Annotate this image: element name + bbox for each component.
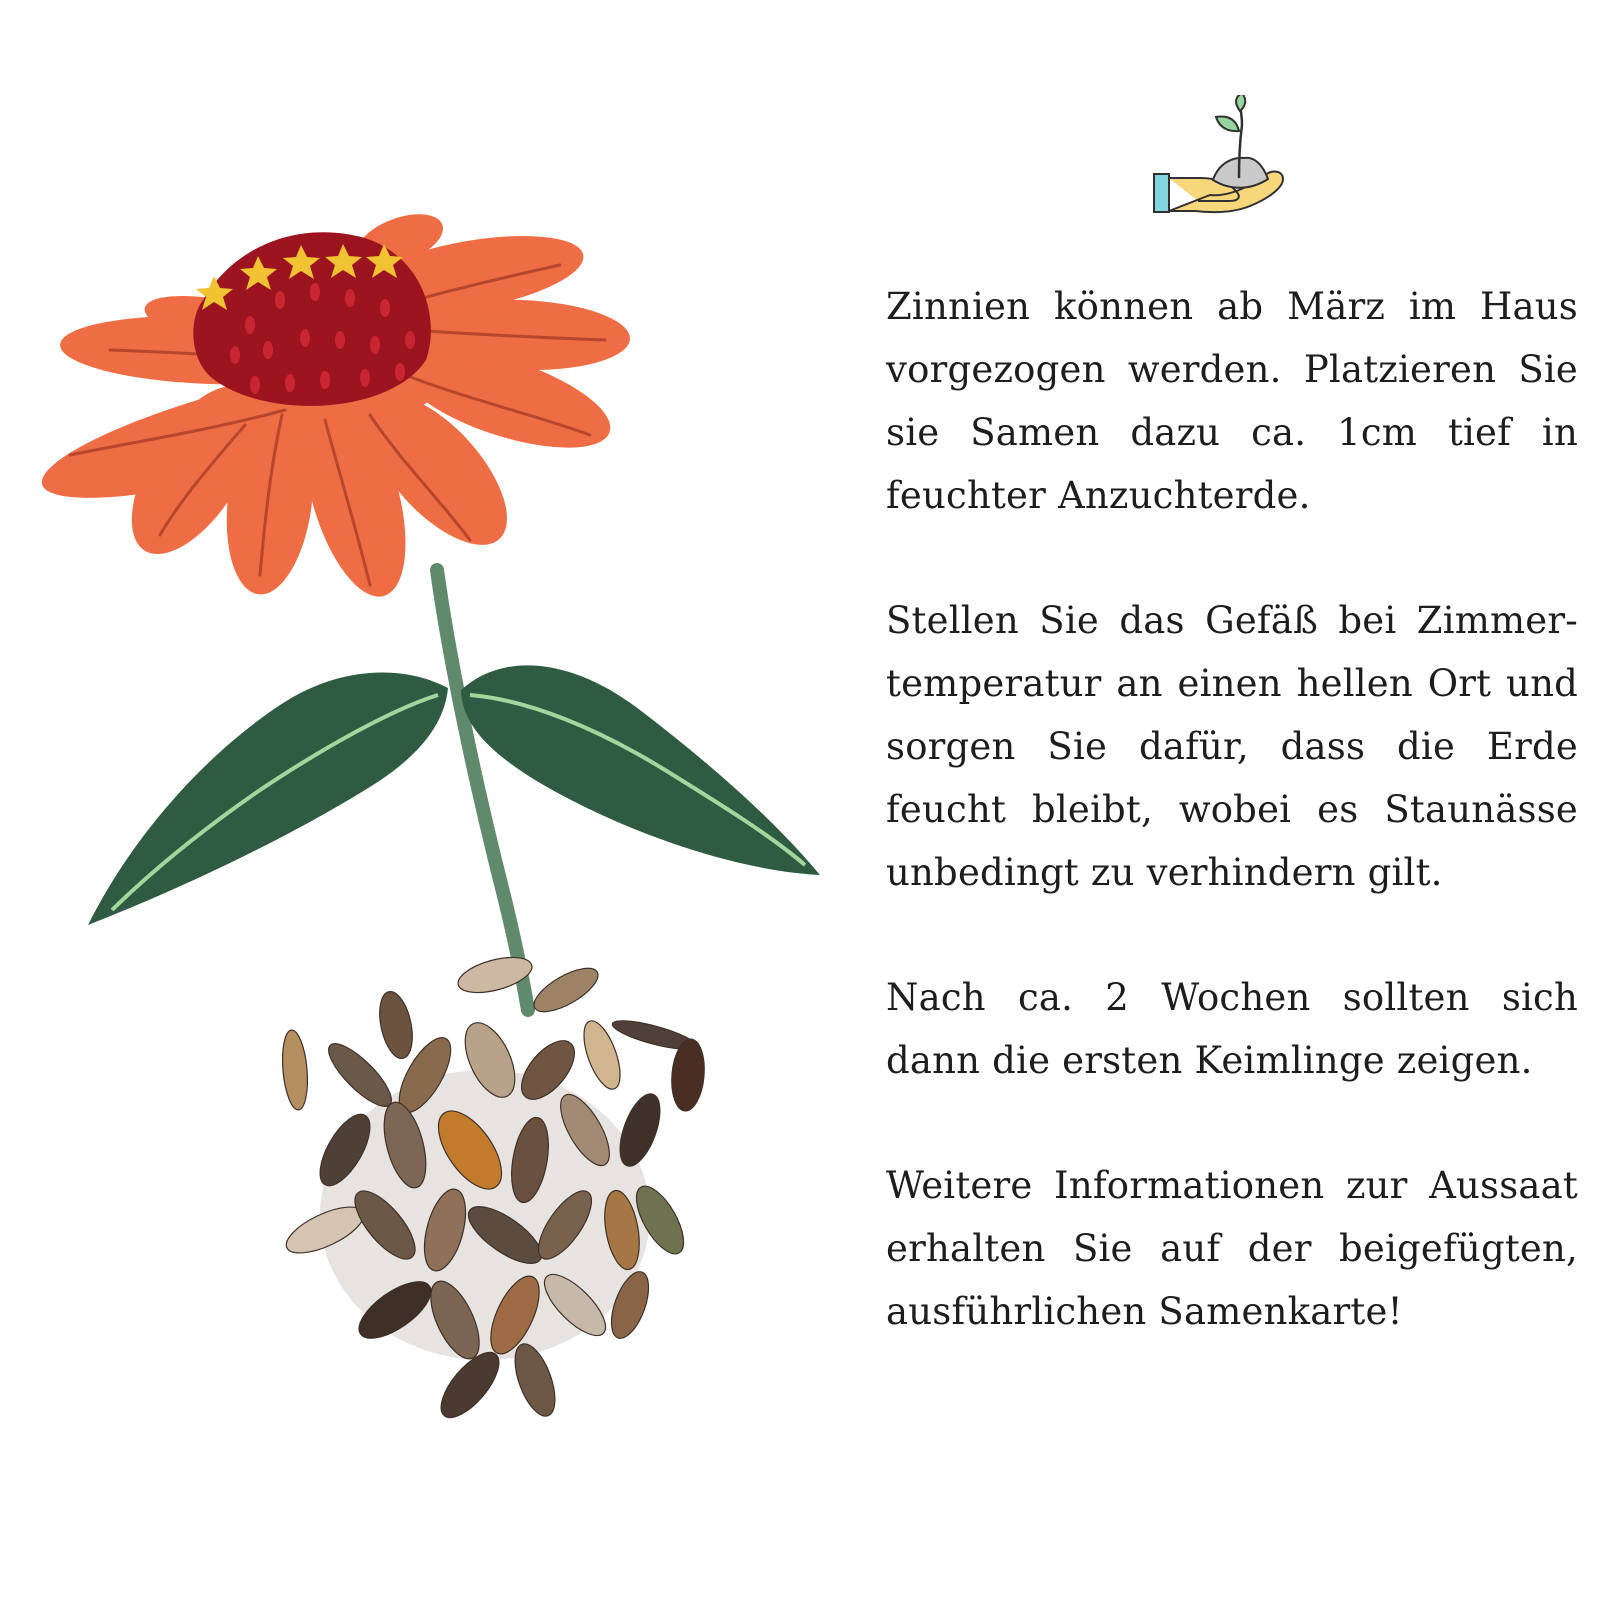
- instruction-paragraph-care: Stellen Sie das Gefäß bei Zimmer-temperatur an einen hellen Ort und sorgen Sie dafür, dass die Erde feucht bleibt, wobei es Staunässe unbedingt zu verhindern gilt.: [886, 599, 1578, 894]
- zinnia-flower-icon: [31, 204, 820, 1010]
- seed-pile-icon: [280, 951, 708, 1427]
- instruction-paragraph-sowing: Zinnien können ab März im Haus vorgezogen werden. Platzieren Sie sie Samen dazu ca. 1cm tief in feuchter Anzuchterde.: [886, 285, 1578, 517]
- sowing-instructions: [886, 275, 1578, 1343]
- instruction-paragraph-germination: Nach ca. 2 Wochen sollten sich dann die ersten Keimlinge zeigen.: [886, 976, 1578, 1082]
- instruction-paragraph-more-info: Weitere Informationen zur Aussaat erhalten Sie auf der beigefügten, ausführlichen Samenkarte!: [886, 1164, 1578, 1333]
- seedling-in-hand-icon: [1150, 95, 1290, 220]
